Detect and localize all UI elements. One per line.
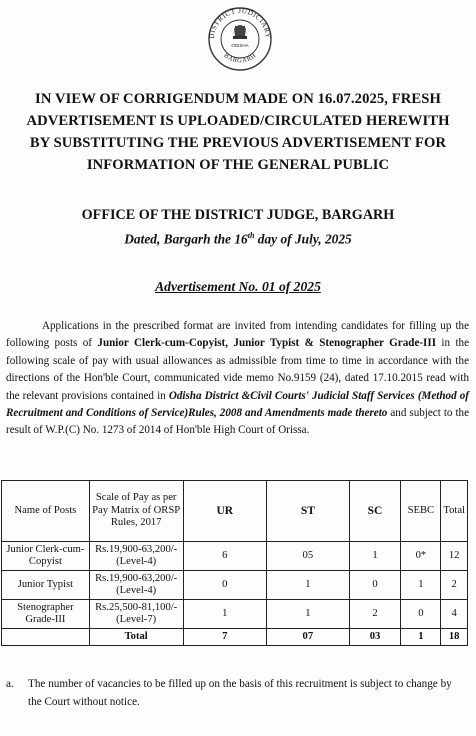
st-count: 1 <box>267 571 350 600</box>
ur-count: 6 <box>183 542 267 571</box>
table-total-row <box>2 629 468 646</box>
ur-count: 1 <box>183 600 267 629</box>
header-sc: SC <box>349 481 401 542</box>
total-count: 4 <box>441 600 468 629</box>
header-name-of-posts: Name of Posts <box>2 481 90 542</box>
total-count: 2 <box>441 571 468 600</box>
note-a <box>6 676 468 711</box>
svg-text:DISTRICT JUDICIARY: DISTRICT JUDICIARY <box>207 6 273 40</box>
advertisement-number: Advertisement No. 01 of 2025 <box>155 279 321 294</box>
total-empty-cell <box>2 629 90 646</box>
corrigendum-heading: IN VIEW OF CORRIGENDUM MADE ON 16.07.2025, FRESH ADVERTISEMENT IS UPLOADED/CIRCULATED HEREWITH BY SUBSTITUTING THE PREVIOUS ADVERTISEMENT FOR INFORMATION OF THE GENERAL PUBLIC <box>26 91 450 173</box>
header-sebc: SEBC <box>401 481 441 542</box>
office-title: OFFICE OF THE DISTRICT JUDGE, BARGARH <box>81 207 395 223</box>
post-name: Stenographer Grade-III <box>2 600 90 629</box>
header-ur: UR <box>183 481 267 542</box>
pay-scale: Rs.25,500-81,100/-(Level-7) <box>89 600 183 629</box>
total-label: Total <box>89 629 183 646</box>
pay-scale: Rs.19,900-63,200/-(Level-4) <box>89 542 183 571</box>
sebc-count: 1 <box>401 571 441 600</box>
total-sebc: 1 <box>401 629 441 646</box>
post-name: Junior Typist <box>2 571 90 600</box>
svg-text:ODISHA: ODISHA <box>231 43 249 48</box>
sc-count: 2 <box>349 600 401 629</box>
dated-line: Dated, Bargarh the 16th day of July, 2025 <box>124 231 352 247</box>
sebc-count: 0* <box>401 542 441 571</box>
pay-scale: Rs.19,900-63,200/-(Level-4) <box>89 571 183 600</box>
sc-count: 0 <box>349 571 401 600</box>
note-label: a. <box>6 678 14 690</box>
sebc-count: 0 <box>401 600 441 629</box>
total-st: 07 <box>267 629 350 646</box>
header-st: ST <box>267 481 350 542</box>
district-judiciary-seal <box>205 6 275 72</box>
ur-count: 0 <box>183 571 267 600</box>
rules-reference: Odisha District &Civil Courts' Judicial Staff Services (Method of Recruitment and Conditions of Service)Rules, 2008 and Amendments made thereto <box>6 389 469 420</box>
total-ur: 7 <box>183 629 267 646</box>
total-count: 12 <box>441 542 468 571</box>
header-scale-of-pay: Scale of Pay as per Pay Matrix of ORSP Rules, 2017 <box>89 481 183 542</box>
header-total: Total <box>441 481 468 542</box>
st-count: 05 <box>267 542 350 571</box>
advertisement-paragraph: Applications in the prescribed format are invited from intending candidates for filling up the following posts of Junior Clerk-cum-Copyist, Junior Typist & Stenographer Grade-III in the following scale of pay with usual allowances as admissible from time to time in accordance with the directions of the Hon'ble Court, communicated vide memo No.9159 (24), dated 17.10.2015 read with the relevant provisions contained in Odisha District &Civil Courts' Judicial Staff Services (Method of Recruitment and Conditions of Service)Rules, 2008 and Amendments made thereto and subject to the result of W.P.(C) No. 1273 of 2014 of Hon'ble High Court of Orissa. <box>6 320 470 437</box>
emblem-icon <box>205 6 275 72</box>
svg-text:BARGARH: BARGARH <box>222 52 258 65</box>
st-count: 1 <box>267 600 350 629</box>
grand-total: 18 <box>441 629 468 646</box>
table-row <box>2 600 468 629</box>
total-sc: 03 <box>349 629 401 646</box>
table-header-row <box>2 481 468 542</box>
vacancy-table <box>1 480 468 646</box>
table-row <box>2 571 468 600</box>
sc-count: 1 <box>349 542 401 571</box>
post-name: Junior Clerk-cum-Copyist <box>2 542 90 571</box>
posts-list: Junior Clerk-cum-Copyist, Junior Typist & Stenographer Grade-III <box>97 337 437 350</box>
table-row <box>2 542 468 571</box>
note-text: The number of vacancies to be filled up on the basis of this recruitment is subject to change by the Court without notice. <box>28 678 452 708</box>
